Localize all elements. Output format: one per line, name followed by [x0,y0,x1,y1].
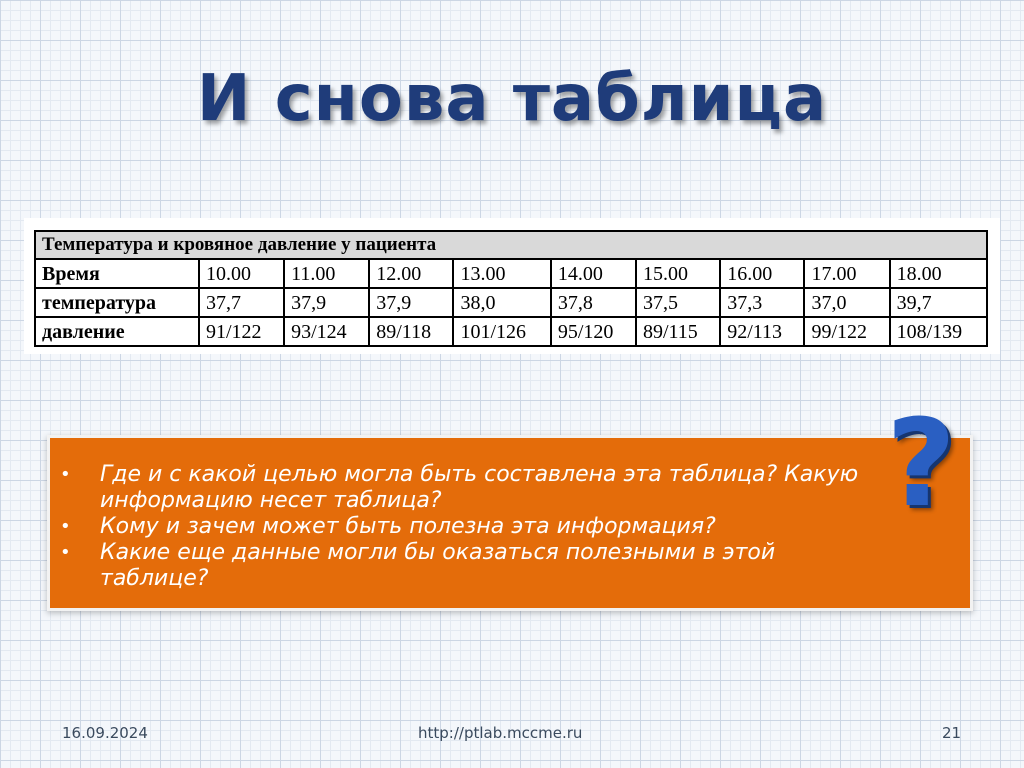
table-cell: 37,9 [369,288,453,317]
questions-box [50,438,970,608]
table-cell: 37,0 [804,288,889,317]
footer-date: 16.09.2024 [62,724,148,742]
question-item [60,540,890,592]
table-cell: 92/113 [720,317,804,346]
bullet: • [60,464,71,485]
question-text: Какие еще данные могли бы оказаться полезными в этой таблице? [100,540,776,591]
question-item [60,462,890,514]
question-item [60,514,890,540]
table-cell: 10.00 [199,259,284,288]
patient-data-table [34,230,988,347]
table-cell: 12.00 [369,259,453,288]
table-cell: 11.00 [284,259,369,288]
table-cell: 39,7 [890,288,987,317]
footer-url: http://ptlab.mccme.ru [418,724,583,742]
table-cell: 95/120 [551,317,636,346]
bullet: • [60,516,71,537]
table-cell: 15.00 [636,259,720,288]
table-row-time [35,259,987,288]
table-cell: 38,0 [453,288,550,317]
question-text: Кому и зачем может быть полезна эта информация? [100,514,716,539]
table-cell: 37,5 [636,288,720,317]
table-cell: 16.00 [720,259,804,288]
table-cell: 89/115 [636,317,720,346]
table-cell: 18.00 [890,259,987,288]
table-cell: 99/122 [804,317,889,346]
table-cell: 89/118 [369,317,453,346]
table-cell: 108/139 [890,317,987,346]
question-text: Где и с какой целью могла быть составлена эта таблица? Какую информацию несет таблица? [100,462,859,513]
table-caption: Температура и кровяное давление у пациента [35,231,987,259]
question-mark-icon: ? [886,395,956,534]
table-row-temperature [35,288,987,317]
table-row-pressure [35,317,987,346]
table-cell: 37,9 [284,288,369,317]
table-cell: 17.00 [804,259,889,288]
row-header: температура [35,288,199,317]
row-header: давление [35,317,199,346]
table-cell: 101/126 [453,317,550,346]
bullet: • [60,542,71,563]
slide-title: И снова таблица [196,62,828,136]
table-cell: 13.00 [453,259,550,288]
table-caption-row [35,231,987,259]
table-cell: 37,7 [199,288,284,317]
table-cell: 93/124 [284,317,369,346]
page-number: 21 [942,724,962,742]
questions-list [60,462,890,592]
table-cell: 14.00 [551,259,636,288]
table-cell: 37,8 [551,288,636,317]
table-panel [24,218,1000,354]
row-header: Время [35,259,199,288]
table-cell: 37,3 [720,288,804,317]
table-cell: 91/122 [199,317,284,346]
